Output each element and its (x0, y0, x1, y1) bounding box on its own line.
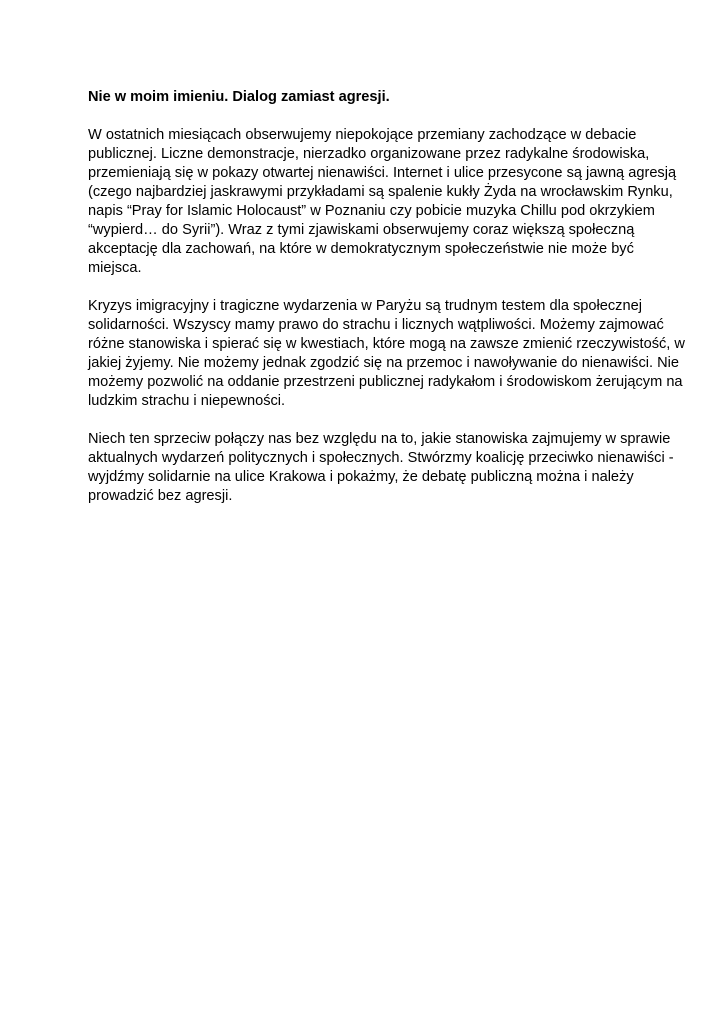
paragraph-line: publicznej. Liczne demonstracje, nierzadko organizowane przez radykalne środowiska, (88, 146, 650, 162)
paragraph-line: różne stanowiska i spierać się w kwestiach, które mogą na zawsze zmienić rzeczywistość, w (88, 336, 685, 352)
paragraph-line: “wypierd… do Syrii”). Wraz z tymi zjawiskami obserwujemy coraz większą społeczną (88, 222, 635, 238)
paragraph-line: jakiej żyjemy. Nie możemy jednak zgodzić się na przemoc i nawoływanie do nienawiści. Nie (88, 355, 680, 371)
paragraph-line: akceptację dla zachowań, na które w demokratycznym społeczeństwie nie może być (88, 241, 634, 257)
paragraph-line: prowadzić bez agresji. (88, 488, 233, 504)
paragraph-line: miejsca. (88, 260, 142, 276)
paragraph-2 (88, 297, 685, 411)
paragraph-line: wyjdźmy solidarnie na ulice Krakowa i pokażmy, że debatę publiczną można i należy (88, 469, 634, 485)
paragraph-3 (88, 430, 674, 506)
document-body (88, 88, 685, 525)
paragraph-line: Kryzys imigracyjny i tragiczne wydarzenia w Paryżu są trudnym testem dla społecznej (88, 298, 642, 314)
paragraph-1 (88, 126, 677, 278)
paragraph-line: możemy pozwolić na oddanie przestrzeni publicznej radykałom i środowiskom żerującym na (88, 374, 683, 390)
paragraph-line: napis “Pray for Islamic Holocaust” w Poznaniu czy pobicie muzyka Chillu pod okrzykiem (88, 203, 655, 219)
document-title: Nie w moim imieniu. Dialog zamiast agresji. (88, 89, 390, 105)
paragraph-line: przemieniają się w pokazy otwartej nienawiści. Internet i ulice przesycone są jawną agresją (88, 165, 677, 181)
paragraph-line: aktualnych wydarzeń politycznych i społecznych. Stwórzmy koalicję przeciwko nienawiści - (88, 450, 674, 466)
paragraph-line: solidarności. Wszyscy mamy prawo do strachu i licznych wątpliwości. Możemy zajmować (88, 317, 664, 333)
paragraph-line: W ostatnich miesiącach obserwujemy niepokojące przemiany zachodzące w debacie (88, 127, 637, 143)
paragraph-line: (czego najbardziej jaskrawymi przykładami są spalenie kukły Żyda na wrocławskim Rynku, (88, 184, 673, 200)
paragraph-line: ludzkim strachu i niepewności. (88, 393, 286, 409)
paragraph-line: Niech ten sprzeciw połączy nas bez względu na to, jakie stanowiska zajmujemy w sprawie (88, 431, 671, 447)
